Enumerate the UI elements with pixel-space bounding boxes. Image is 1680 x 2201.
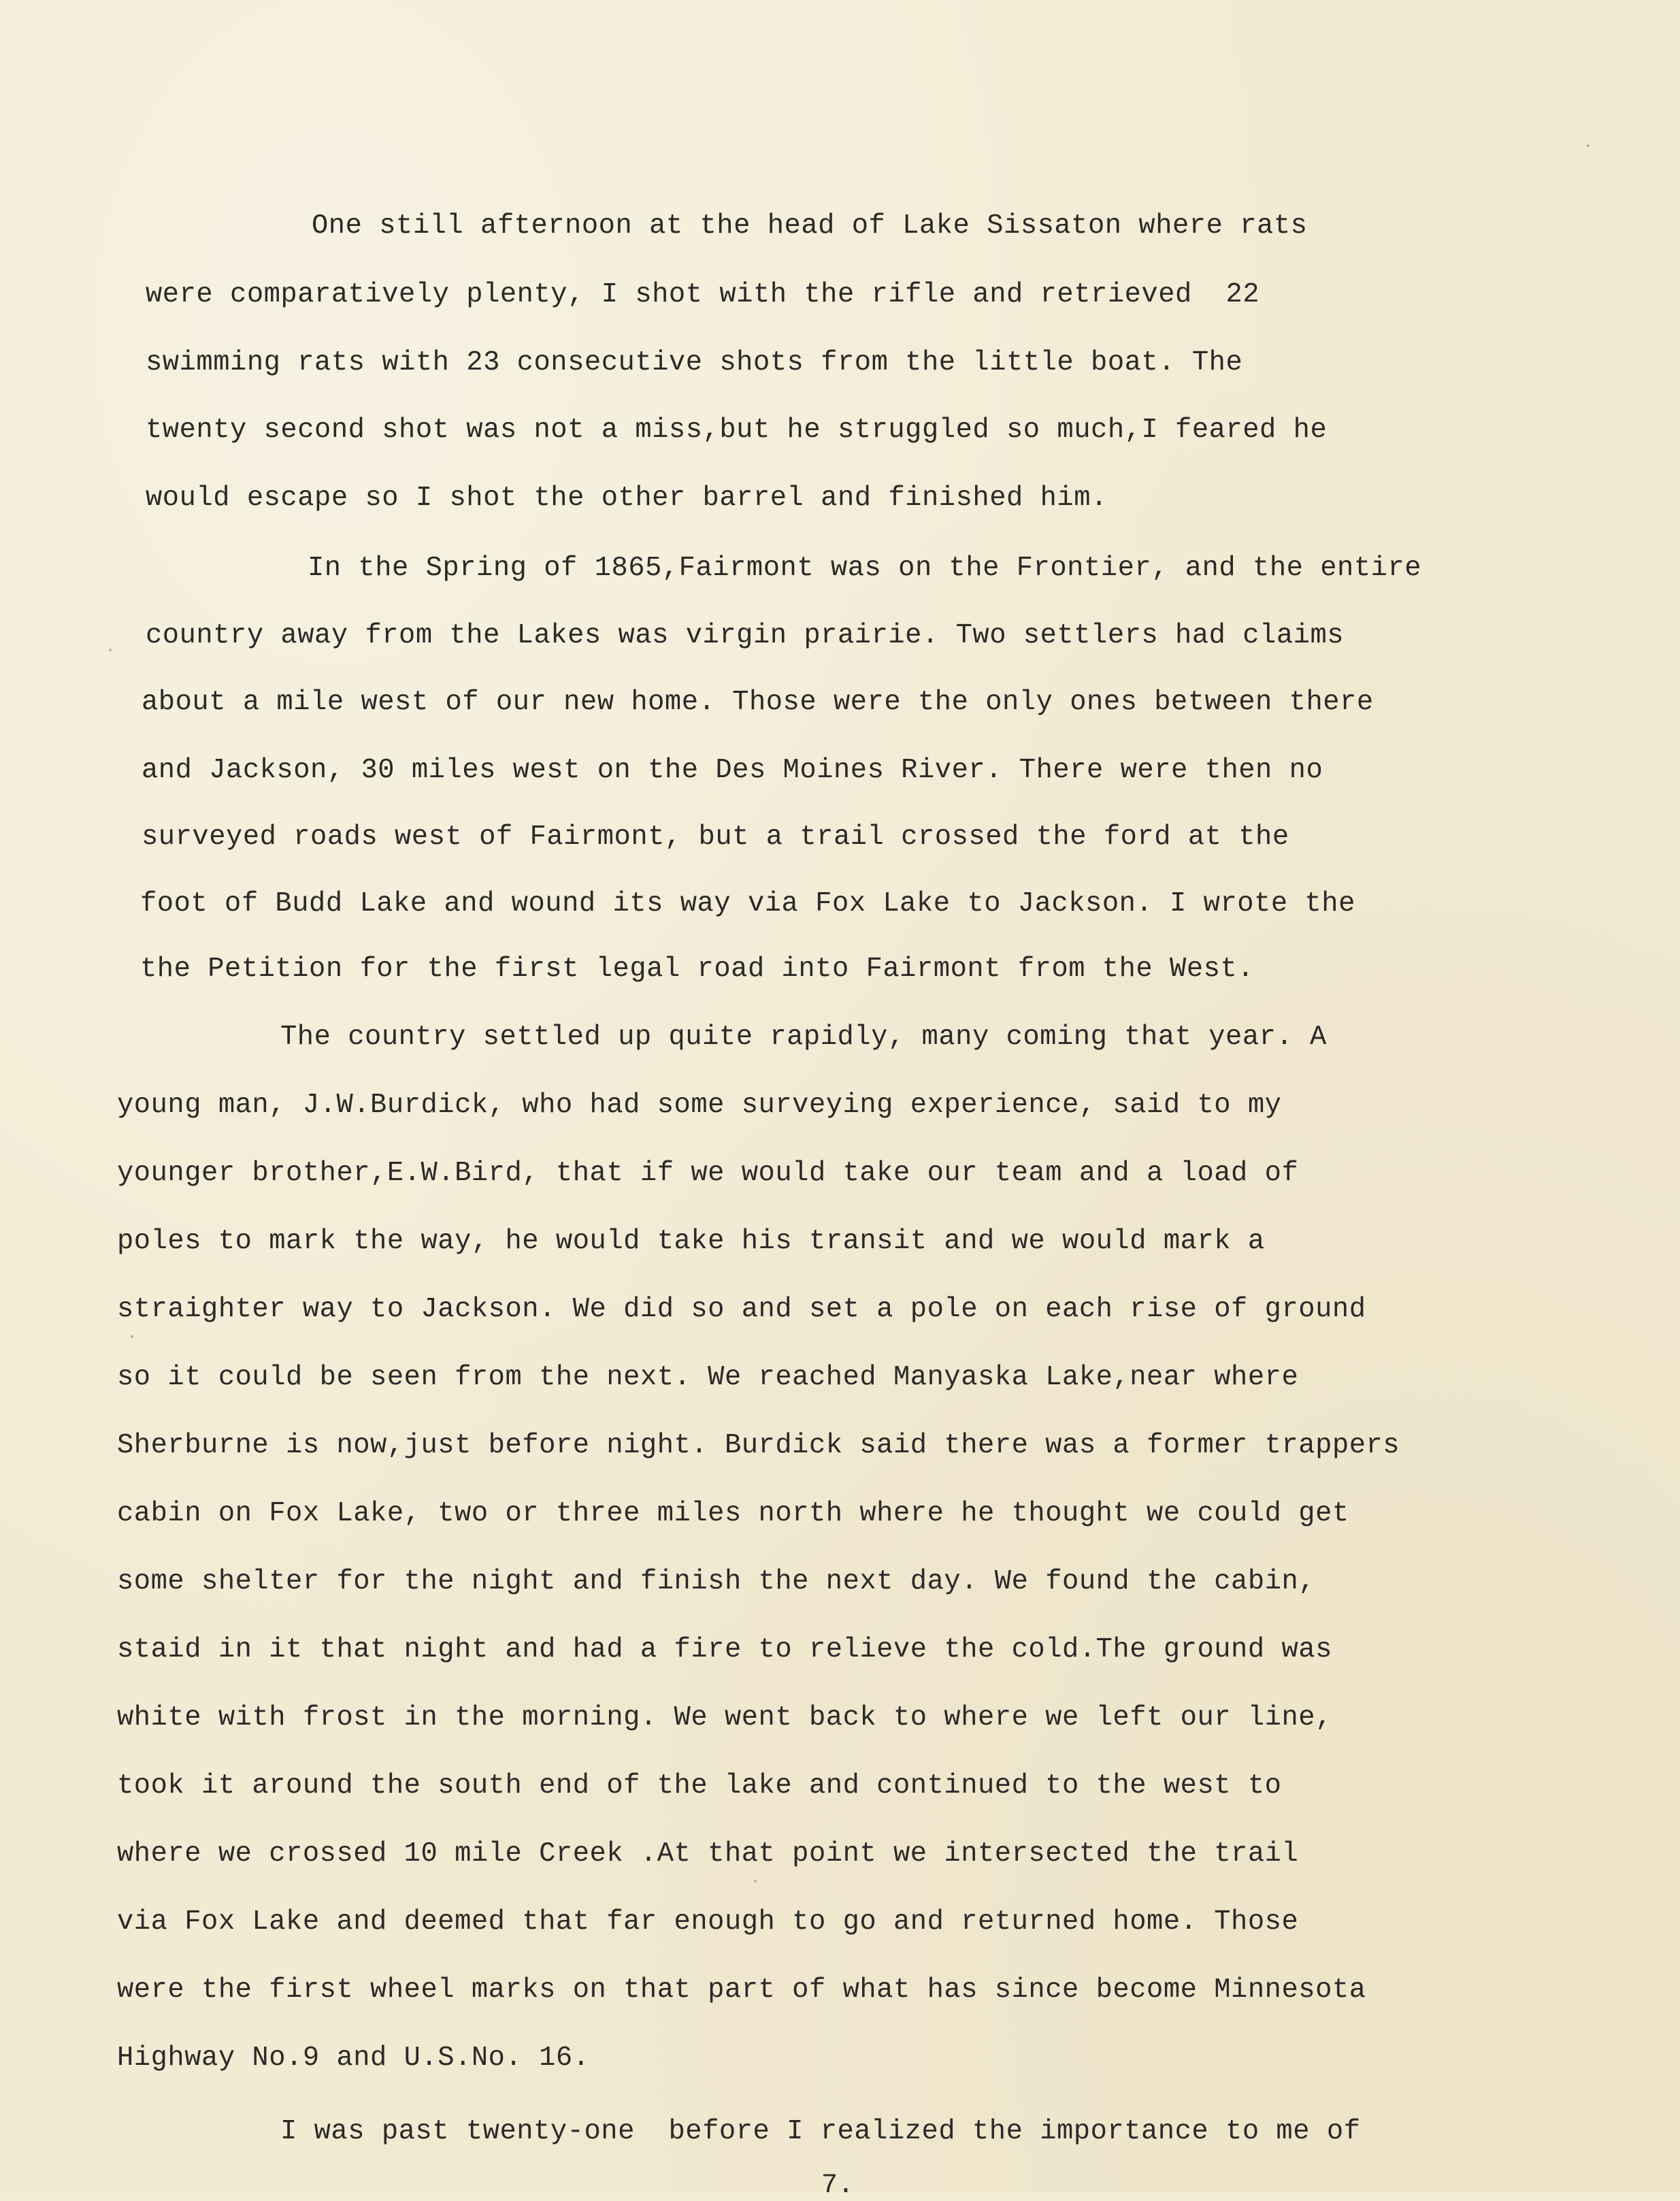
paper-speck (131, 1335, 133, 1338)
text-line-29: I was past twenty-one before I realized the importance to me of (280, 2116, 1361, 2147)
text-line-12: the Petition for the first legal road into Fairmont from the West. (140, 953, 1255, 985)
text-line-21: some shelter for the night and finish the next day. We found the cabin, (117, 1566, 1316, 1597)
text-line-4: twenty second shot was not a miss,but he struggled so much,I feared he (146, 414, 1328, 446)
paper-speck (754, 1880, 757, 1882)
text-line-24: took it around the south end of the lake and continued to the west to (117, 1770, 1282, 1801)
text-line-27: were the first wheel marks on that part of what has since become Minnesota (117, 1974, 1366, 2006)
text-line-8: about a mile west of our new home. Those were the only ones between there (142, 687, 1374, 718)
text-line-9: and Jackson, 30 miles west on the Des Moines River. There were then no (142, 755, 1323, 786)
text-line-11: foot of Budd Lake and wound its way via Fox Lake to Jackson. I wrote the (140, 888, 1355, 919)
page-number: 7. (821, 2170, 855, 2201)
text-line-10: surveyed roads west of Fairmont, but a trail crossed the ford at the (142, 821, 1289, 853)
text-line-15: younger brother,E.W.Bird, that if we would take our team and a load of (117, 1158, 1299, 1189)
text-line-17: straighter way to Jackson. We did so and set a pole on each rise of ground (117, 1294, 1366, 1325)
text-line-16: poles to mark the way, he would take his transit and we would mark a (117, 1226, 1265, 1257)
text-line-18: so it could be seen from the next. We reached Manyaska Lake,near where (117, 1362, 1299, 1393)
text-line-5: would escape so I shot the other barrel and finished him. (146, 483, 1108, 514)
text-line-22: staid in it that night and had a fire to relieve the cold.The ground was (117, 1634, 1332, 1665)
paper-speck (1587, 144, 1590, 147)
text-line-13: The country settled up quite rapidly, many coming that year. A (280, 1022, 1327, 1053)
text-line-23: white with frost in the morning. We went back to where we left our line, (117, 1702, 1332, 1733)
text-line-28: Highway No.9 and U.S.No. 16. (117, 2042, 590, 2074)
text-line-19: Sherburne is now,just before night. Burdick said there was a former trappers (117, 1430, 1400, 1461)
text-line-2: were comparatively plenty, I shot with the rifle and retrieved 22 (146, 279, 1260, 310)
text-line-26: via Fox Lake and deemed that far enough to go and returned home. Those (117, 1906, 1299, 1938)
text-line-3: swimming rats with 23 consecutive shots from the little boat. The (146, 347, 1243, 378)
paper-speck (109, 649, 112, 651)
text-line-14: young man, J.W.Burdick, who had some surveying experience, said to my (117, 1090, 1282, 1121)
text-line-1: One still afternoon at the head of Lake Sissaton where rats (312, 210, 1308, 242)
text-line-25: where we crossed 10 mile Creek .At that point we intersected the trail (117, 1838, 1299, 1870)
text-line-6: In the Spring of 1865,Fairmont was on the Frontier, and the entire (308, 553, 1422, 584)
text-line-20: cabin on Fox Lake, two or three miles north where he thought we could get (117, 1498, 1349, 1529)
text-line-7: country away from the Lakes was virgin prairie. Two settlers had claims (146, 620, 1345, 651)
